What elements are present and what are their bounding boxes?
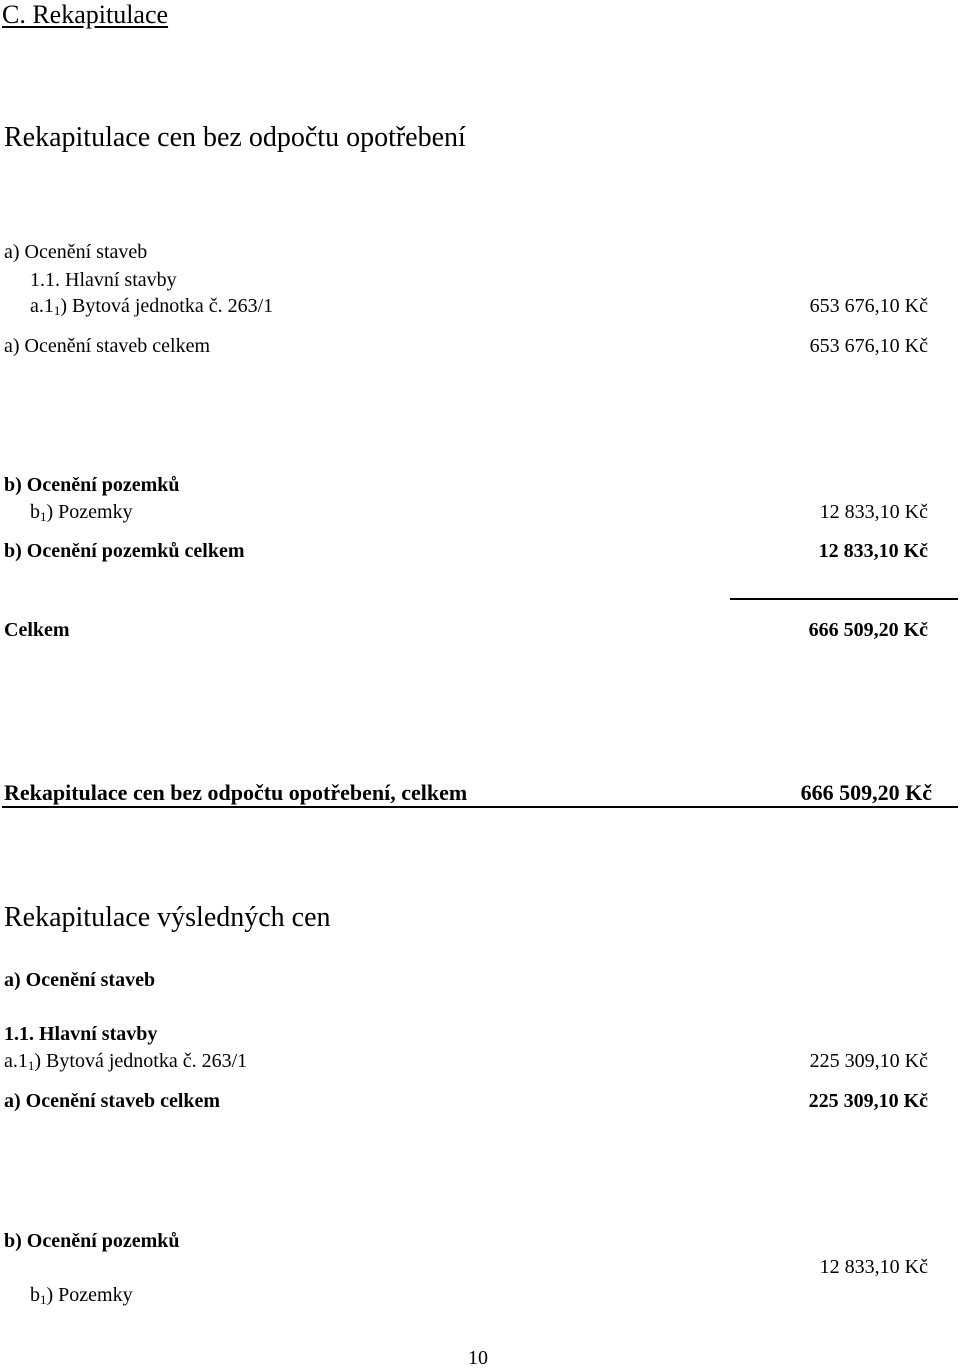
- buildings-total-value: 653 676,10 Kč: [809, 335, 928, 357]
- buildings-total-label: a) Ocenění staveb celkem: [4, 335, 211, 357]
- summary-without-depreciation-label: Rekapitulace cen bez odpočtu opotřebení, celkem: [4, 780, 468, 805]
- land-total-value: 12 833,10 Kč: [818, 540, 928, 562]
- section-title-without-depreciation: Rekapitulace cen bez odpočtu opotřebení: [4, 122, 466, 153]
- summary-without-depreciation-value: 666 509,20 Kč: [800, 780, 932, 805]
- page-number: 10: [468, 1347, 488, 1369]
- unit-item-value: 653 676,10 Kč: [809, 295, 928, 317]
- buildings-header-2: a) Ocenění staveb: [4, 969, 156, 991]
- land-item-value: 12 833,10 Kč: [819, 501, 928, 523]
- land-item-value-2: 12 833,10 Kč: [819, 1256, 928, 1278]
- main-buildings-subheader: 1.1. Hlavní stavby: [30, 269, 177, 291]
- land-header-2: b) Ocenění pozemků: [4, 1230, 180, 1252]
- total-label: Celkem: [4, 619, 70, 641]
- buildings-header: a) Ocenění staveb: [4, 241, 148, 263]
- section-title-final-prices: Rekapitulace výsledných cen: [4, 902, 331, 933]
- unit-item-label: $a.1_1$) Bytová jednotka č. 263/1: [30, 295, 274, 318]
- land-header: b) Ocenění pozemků: [4, 474, 180, 496]
- page-heading: C. Rekapitulace: [2, 0, 169, 29]
- buildings-total-value-2: 225 309,10 Kč: [808, 1090, 928, 1112]
- unit-item-label-2: $a.1_1$) Bytová jednotka č. 263/1: [4, 1050, 248, 1073]
- buildings-total-label-2: a) Ocenění staveb celkem: [4, 1090, 221, 1112]
- main-buildings-subheader-2: 1.1. Hlavní stavby: [4, 1023, 158, 1045]
- land-total-label: b) Ocenění pozemků celkem: [4, 540, 245, 562]
- summary-underline: [2, 806, 958, 808]
- sum-divider: [730, 598, 958, 600]
- land-item-label: $b_1$) Pozemky: [30, 501, 133, 524]
- land-item-label-2: $b_1$) Pozemky: [30, 1284, 133, 1307]
- total-value: 666 509,20 Kč: [808, 619, 928, 641]
- unit-item-value-2: 225 309,10 Kč: [809, 1050, 928, 1072]
